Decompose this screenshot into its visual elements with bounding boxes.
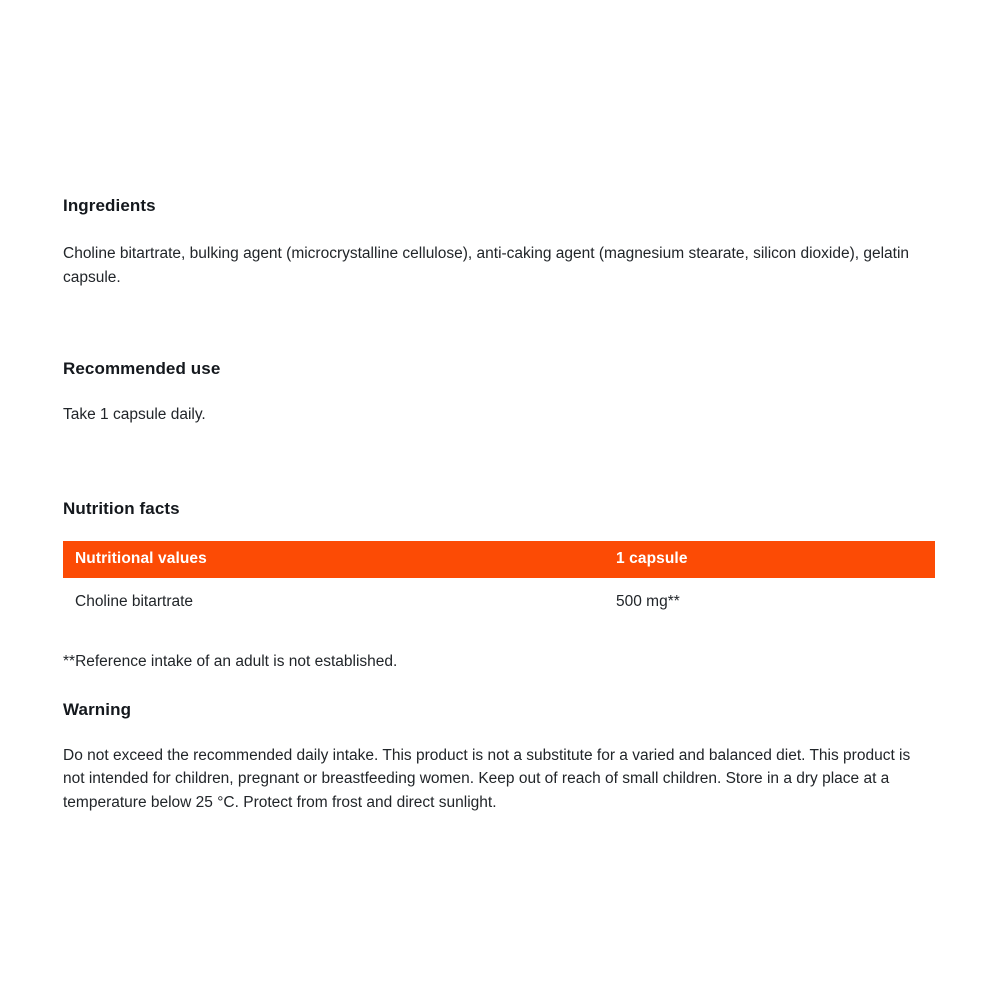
nutrient-amount-cell: 500 mg** — [616, 592, 680, 610]
warning-heading: Warning — [63, 699, 132, 719]
nutrition-table-header-values: Nutritional values — [75, 550, 207, 567]
table-row — [63, 578, 935, 625]
nutrition-table — [63, 541, 935, 625]
nutrition-facts-heading: Nutrition facts — [63, 498, 180, 518]
nutrition-table-header-serving: 1 capsule — [616, 550, 688, 567]
ingredients-text: Choline bitartrate, bulking agent (microcrystalline cellulose), anti-caking agent (magnesium stearate, silicon dioxide), gelatin capsule. — [63, 245, 910, 286]
warning-text: Do not exceed the recommended daily intake. This product is not a substitute for a varied and balanced diet. This product is not intended for children, pregnant or breastfeeding women. Keep out of reach of small children. Store in a dry place at a temperature below 25 °C. Protect from frost and direct sunlight. — [63, 746, 911, 811]
nutrient-name-cell: Choline bitartrate — [75, 592, 194, 610]
nutrition-table-header-row — [63, 541, 935, 578]
reference-intake-footnote: **Reference intake of an adult is not established. — [63, 652, 398, 670]
recommended-use-text: Take 1 capsule daily. — [63, 406, 206, 423]
recommended-use-heading: Recommended use — [63, 359, 221, 378]
ingredients-heading: Ingredients — [63, 196, 156, 215]
